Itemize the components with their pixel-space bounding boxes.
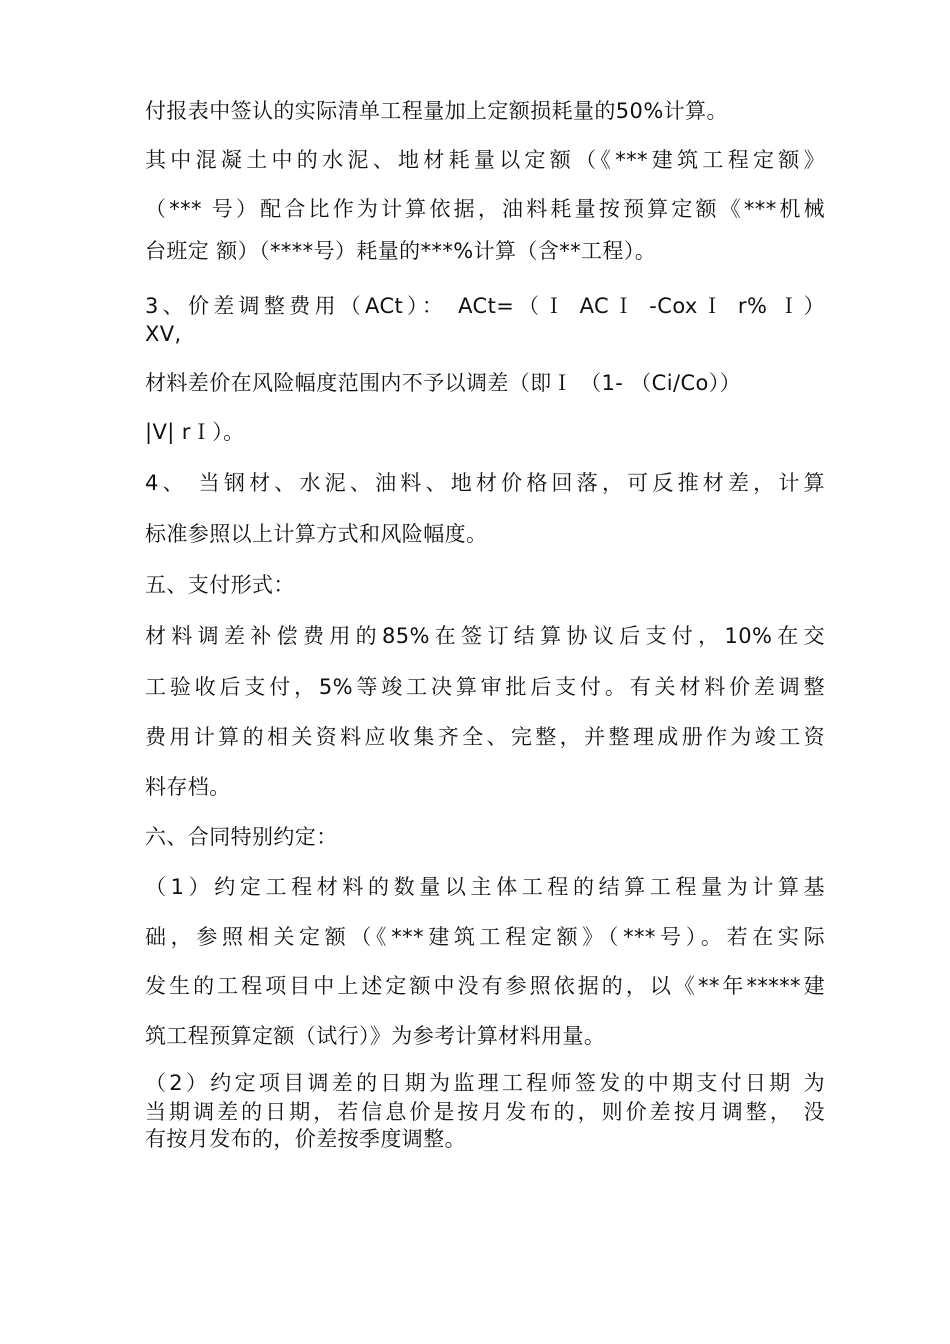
text-line-6: XV, bbox=[145, 322, 182, 346]
text-line-2: 其中混凝土中的水泥、地材耗量以定额（《***建筑工程定额》 bbox=[145, 148, 825, 172]
section-heading-payment: 五、支付形式： bbox=[145, 573, 295, 597]
text-line-14: 费用计算的相关资料应收集齐全、完整，并整理成册作为竣工资 bbox=[145, 725, 825, 749]
text-line-17: （1）约定工程材料的数量以主体工程的结算工程量为计算基 bbox=[145, 875, 825, 899]
text-line-8: |V| rＩ）。 bbox=[145, 420, 245, 444]
text-line-3: （*** 号）配合比作为计算依据，油料耗量按预算定额《***机械 bbox=[145, 197, 825, 221]
section-heading-special-terms: 六、合同特别约定： bbox=[145, 825, 338, 849]
text-line-5: 3、价差调整费用（ACt）： ACt=（Ｉ ACＩ -CoxＩ r% Ｉ） bbox=[145, 294, 825, 318]
text-line-23: 有按月发布的，价差按季度调整。 bbox=[145, 1127, 466, 1151]
text-line-4: 台班定 额）（****号）耗量的***%计算（含**工程）。 bbox=[145, 239, 657, 263]
text-line-21: （2）约定项目调差的日期为监理工程师签发的中期支付日期 为 bbox=[145, 1071, 825, 1095]
text-line-1: 付报表中签认的实际清单工程量加上定额损耗量的50%计算。 bbox=[145, 99, 728, 123]
text-line-10: 标准参照以上计算方式和风险幅度。 bbox=[145, 522, 488, 546]
text-line-22: 当期调差的日期，若信息价是按月发布的，则价差按月调整， 没 bbox=[145, 1100, 825, 1124]
text-line-13: 工验收后支付，5%等竣工决算审批后支付。有关材料价差调整 bbox=[145, 675, 825, 699]
text-line-9: 4、 当钢材、水泥、油料、地材价格回落，可反推材差，计算 bbox=[145, 471, 825, 495]
text-line-15: 料存档。 bbox=[145, 775, 231, 799]
text-line-20: 筑工程预算定额（试行）》为参考计算材料用量。 bbox=[145, 1024, 606, 1048]
text-line-7: 材料差价在风险幅度范围内不予以调差（即Ｉ （1- （Ci/Co）） bbox=[145, 371, 742, 395]
text-line-19: 发生的工程项目中上述定额中没有参照依据的，以《**年*****建 bbox=[145, 974, 825, 998]
text-line-12: 材料调差补偿费用的85%在签订结算协议后支付，10%在交 bbox=[145, 624, 825, 648]
text-line-18: 础，参照相关定额（《***建筑工程定额》（***号）。若在实际 bbox=[145, 925, 825, 949]
